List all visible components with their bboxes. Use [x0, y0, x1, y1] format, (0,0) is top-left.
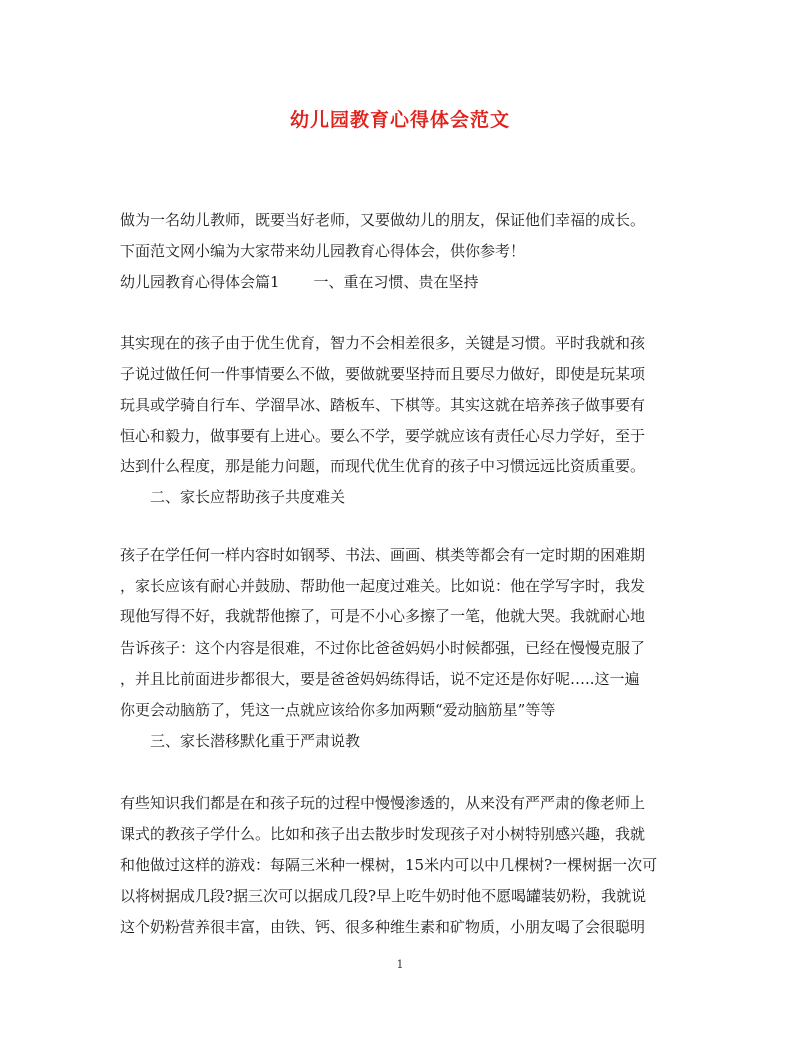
- section-heading: 三、家长潜移默化重于严肃说教: [150, 732, 361, 750]
- intro-line: 做为一名幼儿教师，既要当好老师，又要做幼儿的朋友，保证他们幸福的成长。: [120, 211, 646, 229]
- paragraph-line: 和他做过这样的游戏：每隔三米种一棵树，15米内可以中几棵树?一棵树据一次可: [120, 856, 658, 874]
- section-label: 幼儿园教育心得体会篇1: [120, 273, 280, 291]
- paragraph-line: ，并且比前面进步都很大，要是爸爸妈妈练得话，说不定还是你好呢…..这一遍: [120, 670, 640, 688]
- document-title: 幼儿园教育心得体会范文: [289, 109, 510, 131]
- paragraph-line: 子说过做任何一件事情要么不做，要做就要坚持而且要尽力做好，即使是玩某项: [120, 365, 646, 383]
- section-heading: [120, 272, 700, 292]
- paragraph-line: 达到什么程度，那是能力问题，而现代优生优育的孩子中习惯远远比资质重要。: [120, 457, 646, 475]
- section-heading: 二、家长应帮助孩子共度难关: [150, 488, 346, 506]
- paragraph-line: 孩子在学任何一样内容时如钢琴、书法、画画、棋类等都会有一定时期的困难期: [120, 546, 646, 564]
- paragraph-line: 这个奶粉营养很丰富，由铁、钙、很多种维生素和矿物质，小朋友喝了会很聪明: [120, 918, 646, 936]
- paragraph-line: ，家长应该有耐心并鼓励、帮助他一起度过难关。比如说：他在学写字时，我发: [120, 577, 646, 595]
- section-subtitle: 一、重在习惯、贵在坚持: [313, 273, 479, 291]
- paragraph-line: 其实现在的孩子由于优生优育，智力不会相差很多，关键是习惯。平时我就和孩: [120, 334, 646, 352]
- page-number: 1: [396, 958, 404, 971]
- paragraph-line: 玩具或学骑自行车、学溜旱冰、踏板车、下棋等。其实这就在培养孩子做事要有: [120, 396, 646, 414]
- paragraph-line: 以将树据成几段?据三次可以据成几段?早上吃牛奶时他不愿喝罐装奶粉，我就说: [120, 887, 647, 905]
- intro-line: 下面范文网小编为大家带来幼儿园教育心得体会，供你参考！: [120, 242, 526, 260]
- paragraph-line: 课式的教孩子学什么。比如和孩子出去散步时发现孩子对小树特别感兴趣，我就: [120, 825, 646, 843]
- paragraph-line: 有些知识我们都是在和孩子玩的过程中慢慢渗透的，从来没有严严肃的像老师上: [120, 794, 646, 812]
- paragraph-line: 告诉孩子：这个内容是很难，不过你比爸爸妈妈小时候都强，已经在慢慢克服了: [120, 639, 646, 657]
- paragraph-line: 恒心和毅力，做事要有上进心。要么不学，要学就应该有责任心尽力学好，至于: [120, 427, 646, 445]
- paragraph-line: 你更会动脑筋了，凭这一点就应该给你多加两颗“爱动脑筋星”等等: [120, 701, 556, 719]
- paragraph-line: 现他写得不好，我就帮他擦了，可是不小心多擦了一笔，他就大哭。我就耐心地: [120, 607, 646, 625]
